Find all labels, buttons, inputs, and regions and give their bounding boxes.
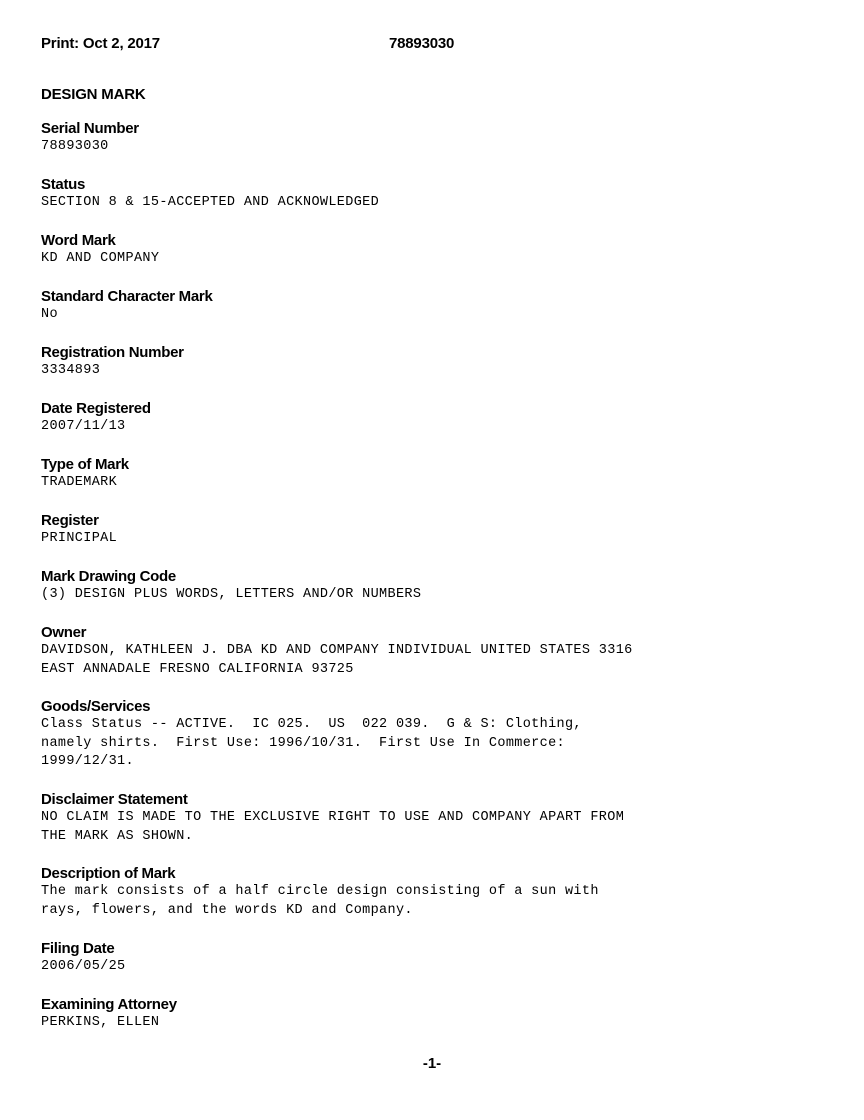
field-label: Standard Character Mark [41,288,761,306]
field-label: Description of Mark [41,865,761,883]
header-serial-number: 78893030 [389,35,454,53]
field-value: DAVIDSON, KATHLEEN J. DBA KD AND COMPANY INDIVIDUAL UNITED STATES 3316 EAST ANNADALE FRESNO CALIFORNIA 93725 [41,642,761,679]
field-label: Date Registered [41,400,761,418]
field-value: PRINCIPAL [41,530,761,549]
field-type-of-mark [41,456,761,493]
field-examining-attorney [41,996,761,1033]
field-label: Owner [41,624,761,642]
field-label: Examining Attorney [41,996,761,1014]
field-register [41,512,761,549]
print-date: Print: Oct 2, 2017 [41,35,160,53]
document-title: DESIGN MARK [41,86,145,104]
field-label: Filing Date [41,940,761,958]
field-standard-character-mark [41,288,761,325]
field-value: The mark consists of a half circle design consisting of a sun with rays, flowers, and the words KD and Company. [41,883,761,920]
field-label: Status [41,176,761,194]
field-label: Type of Mark [41,456,761,474]
field-serial-number [41,120,761,157]
document-page [0,0,864,1120]
field-value: 3334893 [41,362,761,381]
field-status [41,176,761,213]
field-label: Register [41,512,761,530]
page-number: -1- [0,1055,864,1073]
field-label: Mark Drawing Code [41,568,761,586]
field-filing-date [41,940,761,977]
field-goods-services [41,698,761,772]
field-description-of-mark [41,865,761,920]
field-value: 78893030 [41,138,761,157]
field-owner [41,624,761,679]
field-disclaimer-statement [41,791,761,846]
field-value: (3) DESIGN PLUS WORDS, LETTERS AND/OR NUMBERS [41,586,761,605]
field-value: PERKINS, ELLEN [41,1014,761,1033]
field-label: Registration Number [41,344,761,362]
field-word-mark [41,232,761,269]
field-value: 2006/05/25 [41,958,761,977]
field-value: NO CLAIM IS MADE TO THE EXCLUSIVE RIGHT TO USE AND COMPANY APART FROM THE MARK AS SHOWN. [41,809,761,846]
field-label: Serial Number [41,120,761,138]
field-label: Word Mark [41,232,761,250]
field-mark-drawing-code [41,568,761,605]
field-value: KD AND COMPANY [41,250,761,269]
field-value: TRADEMARK [41,474,761,493]
field-value: SECTION 8 & 15-ACCEPTED AND ACKNOWLEDGED [41,194,761,213]
field-value: 2007/11/13 [41,418,761,437]
field-label: Disclaimer Statement [41,791,761,809]
field-label: Goods/Services [41,698,761,716]
field-value: No [41,306,761,325]
field-registration-number [41,344,761,381]
field-value: Class Status -- ACTIVE. IC 025. US 022 039. G & S: Clothing, namely shirts. First Use: 1996/10/31. First Use In Commerce: 1999/12/31. [41,716,761,772]
field-date-registered [41,400,761,437]
